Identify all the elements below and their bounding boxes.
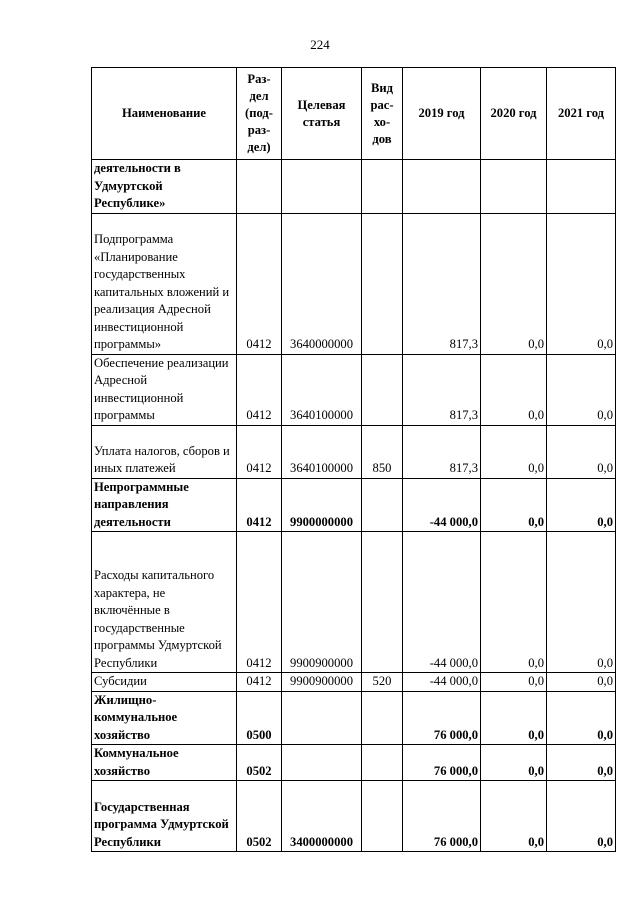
row-2019: -44 000,0 (403, 673, 481, 692)
row-2020: 0,0 (481, 673, 547, 692)
row-section: 0412 (237, 478, 282, 532)
row-name: Обеспечение реализации Адресной инвестиционной программы (92, 354, 237, 425)
row-2019: 817,3 (403, 354, 481, 425)
row-expense-type: 850 (362, 425, 403, 478)
row-expense-type (362, 213, 403, 354)
row-expense-type: 520 (362, 673, 403, 692)
row-2020: 0,0 (481, 425, 547, 478)
row-name: Жилищно-коммунальное хозяйство (92, 691, 237, 745)
header-name: Наименование (92, 68, 237, 160)
table-row (92, 745, 616, 781)
row-target: 3400000000 (282, 781, 362, 852)
row-section: 0412 (237, 673, 282, 692)
row-2019 (403, 160, 481, 214)
row-2021: 0,0 (547, 213, 616, 354)
row-2021: 0,0 (547, 532, 616, 673)
row-2020: 0,0 (481, 478, 547, 532)
header-2019: 2019 год (403, 68, 481, 160)
header-section: Раз- дел (под- раз- дел) (237, 68, 282, 160)
table-row (92, 425, 616, 478)
row-2021: 0,0 (547, 478, 616, 532)
table-header-row (92, 68, 616, 160)
row-name: Подпрограмма «Планирование государственных капитальных вложений и реализация Адресной инвестиционной программы» (92, 213, 237, 354)
row-expense-type (362, 354, 403, 425)
row-2019: 817,3 (403, 213, 481, 354)
row-2019: 76 000,0 (403, 691, 481, 745)
row-section: 0412 (237, 425, 282, 478)
table-row (92, 673, 616, 692)
row-2021: 0,0 (547, 354, 616, 425)
row-expense-type (362, 532, 403, 673)
table-row (92, 213, 616, 354)
row-target: 9900900000 (282, 532, 362, 673)
row-expense-type (362, 745, 403, 781)
row-2019: 76 000,0 (403, 745, 481, 781)
row-target (282, 745, 362, 781)
row-section: 0412 (237, 213, 282, 354)
row-target: 9900000000 (282, 478, 362, 532)
row-name: Коммунальное хозяйство (92, 745, 237, 781)
row-name: Расходы капитального характера, не включённые в государственные программы Удмуртской Республики (92, 532, 237, 673)
table-row (92, 160, 616, 214)
page-number: 224 (310, 37, 330, 52)
row-2021: 0,0 (547, 781, 616, 852)
row-2020: 0,0 (481, 745, 547, 781)
row-target: 9900900000 (282, 673, 362, 692)
row-target: 3640000000 (282, 213, 362, 354)
header-2020: 2020 год (481, 68, 547, 160)
row-section: 0412 (237, 532, 282, 673)
row-section: 0412 (237, 354, 282, 425)
row-expense-type (362, 478, 403, 532)
row-name: Уплата налогов, сборов и иных платежей (92, 425, 237, 478)
row-2021: 0,0 (547, 745, 616, 781)
row-section: 0500 (237, 691, 282, 745)
row-section (237, 160, 282, 214)
row-2021: 0,0 (547, 691, 616, 745)
row-name: Государственная программа Удмуртской Республики (92, 781, 237, 852)
row-2020: 0,0 (481, 532, 547, 673)
row-name: Субсидии (92, 673, 237, 692)
row-2020: 0,0 (481, 354, 547, 425)
header-expense-type: Вид рас- хо- дов (362, 68, 403, 160)
table-row (92, 478, 616, 532)
budget-table (91, 67, 616, 852)
row-2020: 0,0 (481, 781, 547, 852)
row-section: 0502 (237, 781, 282, 852)
row-name: Непрограммные направления деятельности (92, 478, 237, 532)
row-2020: 0,0 (481, 691, 547, 745)
row-2019: 817,3 (403, 425, 481, 478)
row-2019: 76 000,0 (403, 781, 481, 852)
row-2019: -44 000,0 (403, 478, 481, 532)
row-expense-type (362, 691, 403, 745)
row-section: 0502 (237, 745, 282, 781)
row-2019: -44 000,0 (403, 532, 481, 673)
table-row (92, 532, 616, 673)
table-row (92, 781, 616, 852)
row-expense-type (362, 781, 403, 852)
row-target (282, 160, 362, 214)
row-2021 (547, 160, 616, 214)
row-2021: 0,0 (547, 425, 616, 478)
row-2021: 0,0 (547, 673, 616, 692)
header-target: Целевая статья (282, 68, 362, 160)
row-name: деятельности в Удмуртской Республике» (92, 160, 237, 214)
row-2020 (481, 160, 547, 214)
row-target: 3640100000 (282, 354, 362, 425)
row-expense-type (362, 160, 403, 214)
header-2021: 2021 год (547, 68, 616, 160)
row-2020: 0,0 (481, 213, 547, 354)
row-target (282, 691, 362, 745)
table-row (92, 691, 616, 745)
row-target: 3640100000 (282, 425, 362, 478)
table-row (92, 354, 616, 425)
